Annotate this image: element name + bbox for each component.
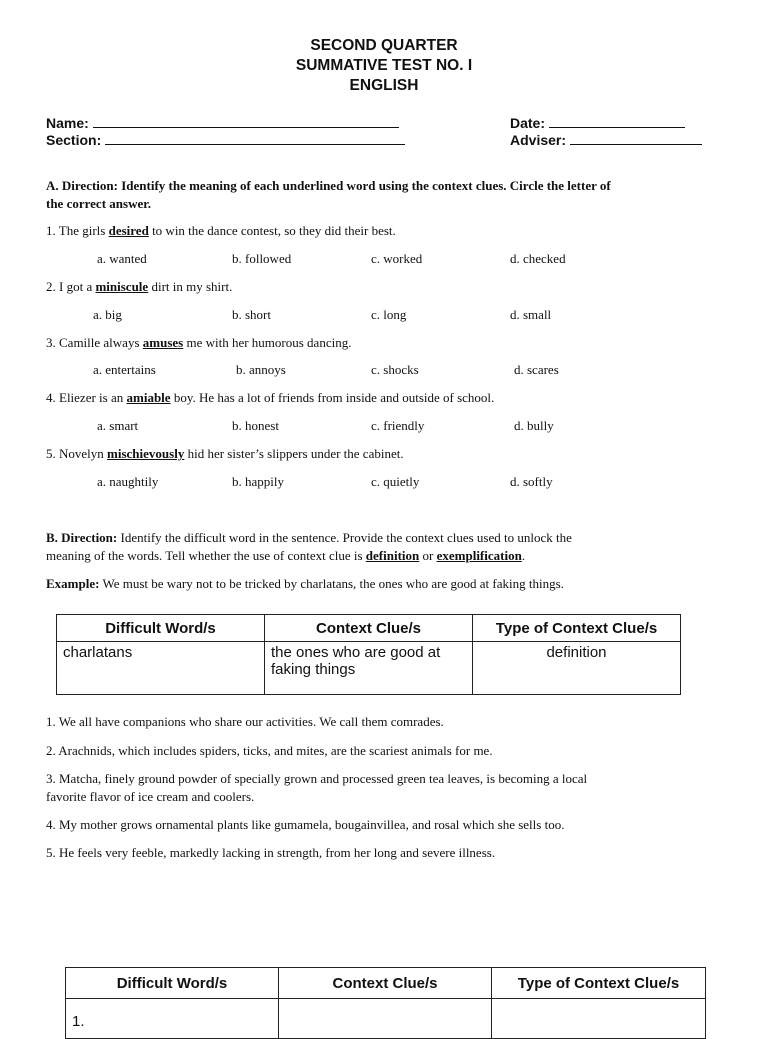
column-header-difficult-word: Difficult Word/s xyxy=(66,968,279,999)
q4-option-a[interactable]: a. smart xyxy=(97,418,139,433)
part-b-item-5: 5. He feels very feeble, markedly lacking in strength, from her long and severe illness. xyxy=(46,845,496,860)
column-header-context-clue: Context Clue/s xyxy=(279,968,492,999)
cell-difficult-word: charlatans xyxy=(57,642,265,695)
q3-option-a[interactable]: a. entertains xyxy=(93,362,156,377)
q2-option-b[interactable]: b. short xyxy=(232,307,271,322)
q1-option-a[interactable]: a. wanted xyxy=(97,251,147,266)
q1-option-c[interactable]: c. worked xyxy=(371,251,423,266)
example-label: Example: xyxy=(46,576,100,591)
cell-type: definition xyxy=(473,642,681,695)
question-3: 3. Camille always amuses me with her humorous dancing. xyxy=(46,335,352,350)
q4-option-c[interactable]: c. friendly xyxy=(371,418,425,433)
example-table xyxy=(56,614,681,695)
q1-option-b[interactable]: b. followed xyxy=(232,251,292,266)
answer-cell-context-clue[interactable] xyxy=(279,999,492,1039)
section-label: Section: xyxy=(46,132,102,148)
adviser-blank[interactable] xyxy=(570,132,702,145)
name-label: Name: xyxy=(46,115,89,131)
cell-context-clue: the ones who are good at faking things xyxy=(265,642,473,695)
part-b-item-2: 2. Arachnids, which includes spiders, ticks, and mites, are the scariest animals for me. xyxy=(46,743,493,758)
part-b-item-4: 4. My mother grows ornamental plants like gumamela, bougainvillea, and rosal which she sells too. xyxy=(46,817,565,832)
column-header-type: Type of Context Clue/s xyxy=(473,615,681,642)
part-a-direction-text: Identify the meaning of each underlined word using the context clues. Circle the letter of xyxy=(117,178,611,193)
example-table-header-row xyxy=(57,615,681,642)
date-label: Date: xyxy=(510,115,546,131)
answer-table xyxy=(65,967,706,1039)
date-field xyxy=(510,115,685,131)
underlined-word: desired xyxy=(108,223,149,238)
part-b-item-1: 1. We all have companions who share our activities. We call them comrades. xyxy=(46,714,444,729)
question-4: 4. Eliezer is an amiable boy. He has a lot of friends from inside and outside of school. xyxy=(46,390,495,405)
row-number: 1. xyxy=(72,1013,85,1030)
question-5: 5. Novelyn mischievously hid her sister’s slippers under the cabinet. xyxy=(46,446,404,461)
table-row xyxy=(57,642,681,695)
question-2: 2. I got a miniscule dirt in my shirt. xyxy=(46,279,233,294)
underlined-word: amuses xyxy=(142,335,184,350)
part-b-direction-label: B. Direction: xyxy=(46,530,118,545)
column-header-type: Type of Context Clue/s xyxy=(492,968,706,999)
example-sentence: Example: We must be wary not to be tricked by charlatans, the ones who are good at faking things. xyxy=(46,576,564,591)
q5-option-d[interactable]: d. softly xyxy=(510,474,553,489)
test-title-subject: ENGLISH xyxy=(349,77,419,94)
q5-option-a[interactable]: a. naughtily xyxy=(97,474,159,489)
adviser-field xyxy=(510,132,702,148)
q3-option-d[interactable]: d. scares xyxy=(514,362,559,377)
answer-cell-difficult-word[interactable] xyxy=(66,999,279,1039)
column-header-context-clue: Context Clue/s xyxy=(265,615,473,642)
answer-table-header-row xyxy=(66,968,706,999)
part-a-direction-label: A. Direction: xyxy=(46,178,118,193)
part-b-item-3: 3. Matcha, finely ground powder of specially grown and processed green tea leaves, is becoming a local xyxy=(46,771,588,786)
q1-option-d[interactable]: d. checked xyxy=(510,251,566,266)
part-b-direction: B. Direction: Identify the difficult word in the sentence. Provide the context clues used to unlock the meaning of the words. Tell whether the use of context clue is definition or exemplification. xyxy=(46,530,572,563)
test-title-quarter: SECOND QUARTER xyxy=(310,37,458,54)
section-field xyxy=(46,132,405,148)
adviser-label: Adviser: xyxy=(510,132,567,148)
question-1: 1. The girls desired to win the dance contest, so they did their best. xyxy=(46,223,396,238)
q2-option-d[interactable]: d. small xyxy=(510,307,552,322)
part-b-item-3-continued: favorite flavor of ice cream and coolers. xyxy=(46,789,255,804)
part-a-direction-text-2: the correct answer. xyxy=(46,196,152,211)
table-row xyxy=(66,999,706,1039)
q2-option-c[interactable]: c. long xyxy=(371,307,407,322)
name-blank[interactable] xyxy=(93,115,399,128)
part-a-direction xyxy=(46,177,736,213)
q4-option-b[interactable]: b. honest xyxy=(232,418,279,433)
q5-option-b[interactable]: b. happily xyxy=(232,474,284,489)
definition-word: definition xyxy=(365,548,420,563)
answer-cell-type[interactable] xyxy=(492,999,706,1039)
section-blank[interactable] xyxy=(105,132,405,145)
q5-option-c[interactable]: c. quietly xyxy=(371,474,420,489)
underlined-word: miniscule xyxy=(95,279,149,294)
column-header-difficult-word: Difficult Word/s xyxy=(57,615,265,642)
test-title-summative: SUMMATIVE TEST NO. I xyxy=(295,57,473,74)
underlined-word: amiable xyxy=(126,390,171,405)
name-field xyxy=(46,115,399,131)
exemplification-word: exemplification xyxy=(436,548,522,563)
q3-option-c[interactable]: c. shocks xyxy=(371,362,419,377)
date-blank[interactable] xyxy=(549,115,685,128)
q3-option-b[interactable]: b. annoys xyxy=(236,362,286,377)
underlined-word: mischievously xyxy=(107,446,185,461)
q4-option-d[interactable]: d. bully xyxy=(514,418,554,433)
q2-option-a[interactable]: a. big xyxy=(93,307,122,322)
